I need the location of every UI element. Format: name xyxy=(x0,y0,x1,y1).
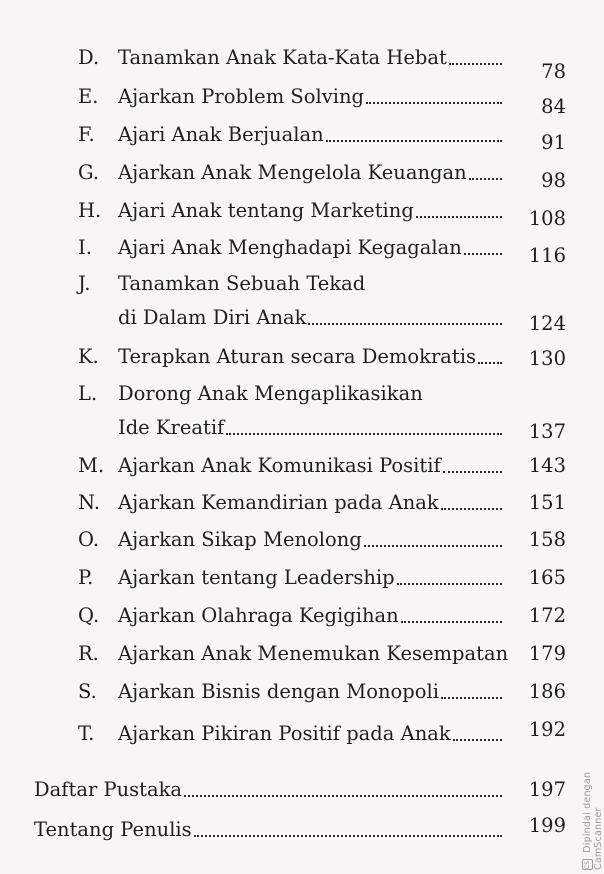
entry-page: 151 xyxy=(528,491,566,514)
entry-page: 108 xyxy=(528,207,566,230)
entry-letter: R. xyxy=(78,642,99,665)
entry-title: Ajarkan Sikap Menolong xyxy=(118,528,362,551)
camscanner-logo-icon: CS xyxy=(584,860,591,869)
dot-leader xyxy=(464,253,502,255)
entry-title: Ajari Anak tentang Marketing xyxy=(118,199,414,222)
entry-page: 84 xyxy=(541,95,566,118)
toc-entry xyxy=(0,119,600,154)
toc-entry-back-matter xyxy=(0,774,600,806)
entry-title: Tentang Penulis xyxy=(34,818,192,841)
toc-entry xyxy=(0,268,600,340)
entry-letter: N. xyxy=(78,491,101,514)
toc-entry xyxy=(0,638,600,670)
entry-letter: M. xyxy=(78,454,105,477)
toc-entry xyxy=(0,341,600,373)
entry-page: 192 xyxy=(528,718,566,741)
entry-title: Terapkan Aturan secara Demokratis xyxy=(118,345,476,368)
toc-entry xyxy=(0,42,600,83)
entry-page: 137 xyxy=(528,420,566,443)
entry-title: Ajari Anak Menghadapi Kegagalan xyxy=(118,236,462,259)
dot-leader xyxy=(443,471,502,473)
entry-letter: O. xyxy=(78,528,100,551)
dot-leader xyxy=(478,362,502,364)
toc-entry xyxy=(0,378,600,450)
entry-title: Ajarkan Anak Mengelola Keuangan xyxy=(118,161,467,184)
dot-leader xyxy=(366,102,502,104)
dot-leader xyxy=(364,545,502,547)
entry-title: Ajarkan tentang Leadership xyxy=(118,566,395,589)
entry-title: Tanamkan Sebuah Tekad xyxy=(118,272,366,295)
entry-title: Dorong Anak Mengaplikasikan xyxy=(118,382,423,405)
entry-page: 130 xyxy=(528,347,566,370)
entry-letter: E. xyxy=(78,85,99,108)
entry-page: 143 xyxy=(528,454,566,477)
entry-letter: P. xyxy=(78,566,94,589)
entry-page: 197 xyxy=(528,778,566,801)
entry-letter: G. xyxy=(78,161,100,184)
entry-title-line2: di Dalam Diri Anak xyxy=(118,306,307,329)
entry-title: Ajarkan Anak Menemukan Kesempatan xyxy=(118,642,509,665)
toc-entry xyxy=(0,487,600,519)
toc-entry xyxy=(0,450,600,482)
entry-page: 186 xyxy=(528,680,566,703)
entry-page: 98 xyxy=(541,169,566,192)
entry-page: 179 xyxy=(528,642,566,665)
dot-leader xyxy=(184,795,502,797)
dot-leader xyxy=(441,508,502,510)
toc-entry xyxy=(0,600,600,632)
toc-entry xyxy=(0,524,600,556)
entry-title: Ajarkan Pikiran Positif pada Anak xyxy=(118,722,451,745)
entry-title: Tanamkan Anak Kata-Kata Hebat xyxy=(118,46,447,69)
dot-leader xyxy=(397,583,502,585)
entry-title: Ajari Anak Berjualan xyxy=(118,123,324,146)
entry-page: 165 xyxy=(528,566,566,589)
toc-entry xyxy=(0,195,600,230)
entry-letter: J. xyxy=(78,272,91,295)
entry-page: 172 xyxy=(528,604,566,627)
dot-leader xyxy=(226,433,502,435)
entry-page: 158 xyxy=(528,528,566,551)
entry-page: 199 xyxy=(528,814,566,837)
dot-leader xyxy=(326,140,502,142)
entry-page: 116 xyxy=(528,244,566,267)
toc-entry xyxy=(0,562,600,594)
dot-leader xyxy=(401,621,502,623)
toc-entry xyxy=(0,81,600,118)
entry-page: 91 xyxy=(541,131,566,154)
entry-letter: F. xyxy=(78,123,95,146)
entry-page: 78 xyxy=(541,60,566,83)
entry-letter: T. xyxy=(78,722,95,745)
entry-letter: H. xyxy=(78,199,102,222)
entry-title-line2: Ide Kreatif xyxy=(118,416,225,439)
entry-title: Ajarkan Kemandirian pada Anak xyxy=(118,491,439,514)
scanner-watermark xyxy=(582,720,604,870)
toc-entry xyxy=(0,676,600,708)
toc-entry xyxy=(0,232,600,267)
entry-title: Ajarkan Bisnis dengan Monopoli xyxy=(118,680,439,703)
dot-leader xyxy=(416,216,502,218)
entry-title: Ajarkan Olahraga Kegigihan xyxy=(118,604,399,627)
toc-entry xyxy=(0,157,600,192)
entry-letter: K. xyxy=(78,345,99,368)
entry-letter: Q. xyxy=(78,604,100,627)
entry-letter: I. xyxy=(78,236,92,259)
entry-letter: S. xyxy=(78,680,97,703)
entry-letter: D. xyxy=(78,46,100,69)
dot-leader xyxy=(194,835,502,837)
toc-entry xyxy=(0,718,600,750)
dot-leader xyxy=(469,178,502,180)
dot-leader xyxy=(441,697,502,699)
dot-leader xyxy=(453,739,502,741)
entry-title: Ajarkan Problem Solving xyxy=(118,85,365,108)
entry-page: 124 xyxy=(528,312,566,335)
watermark-text: Dipindai dengan CamScanner xyxy=(582,771,604,870)
dot-leader xyxy=(449,63,502,65)
toc-entry-back-matter xyxy=(0,814,600,846)
entry-title: Daftar Pustaka xyxy=(34,778,183,801)
entry-title: Ajarkan Anak Komunikasi Positif xyxy=(118,454,441,477)
dot-leader xyxy=(308,323,502,325)
entry-letter: L. xyxy=(78,382,98,405)
